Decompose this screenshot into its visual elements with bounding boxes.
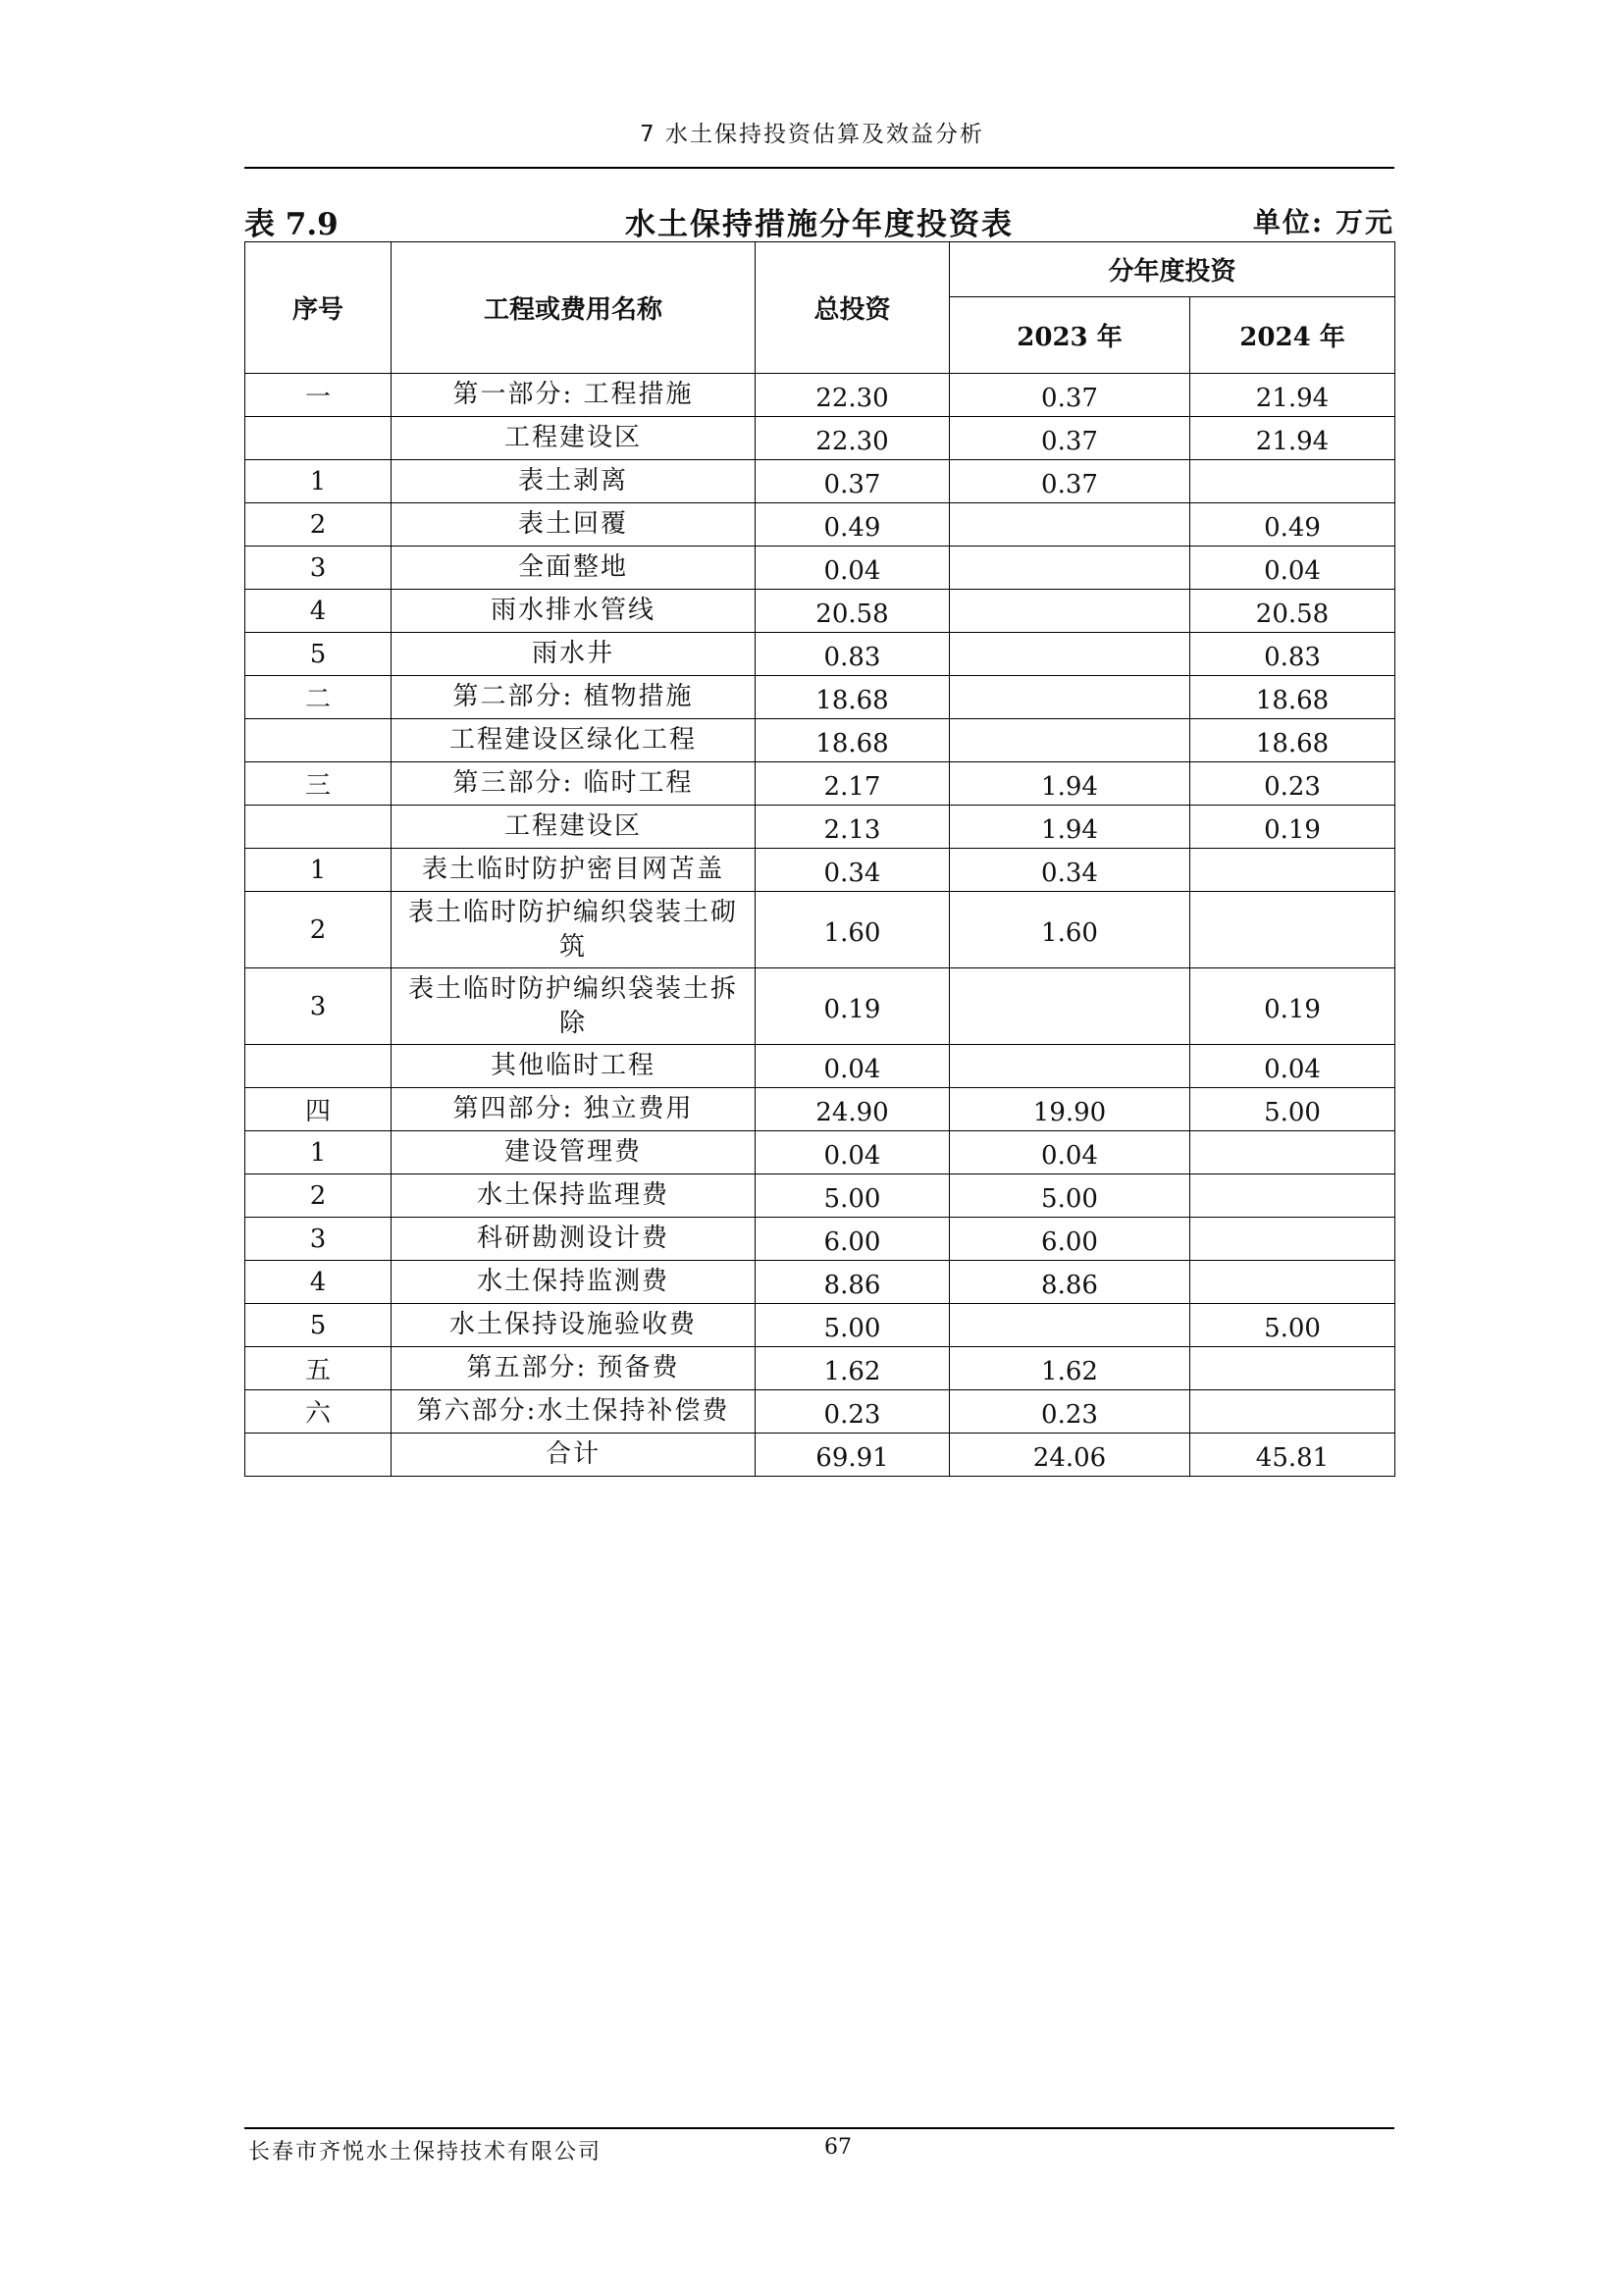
table-body <box>245 374 1395 1477</box>
table-row <box>245 374 1395 417</box>
table-row <box>245 676 1395 719</box>
cell-name: 第二部分: 植物措施 <box>392 676 756 719</box>
cell-seq: 1 <box>245 849 392 892</box>
table-row <box>245 1304 1395 1347</box>
cell-total: 0.04 <box>756 1045 950 1088</box>
footer-company: 长春市齐悦水土保持技术有限公司 <box>248 2140 602 2165</box>
table-row <box>245 633 1395 676</box>
cell-seq: 3 <box>245 547 392 590</box>
cell-2023: 1.60 <box>950 892 1190 968</box>
cell-seq: 2 <box>245 503 392 547</box>
cell-total: 20.58 <box>756 590 950 633</box>
cell-2023: 1.94 <box>950 806 1190 849</box>
cell-name: 工程建设区 <box>392 417 756 460</box>
cell-seq <box>245 719 392 762</box>
table-row <box>245 1088 1395 1131</box>
cell-2024 <box>1190 1131 1395 1174</box>
cell-seq: 5 <box>245 633 392 676</box>
investment-table <box>244 241 1395 1477</box>
cell-name: 全面整地 <box>392 547 756 590</box>
cell-total: 2.13 <box>756 806 950 849</box>
table-row <box>245 503 1395 547</box>
cell-name: 工程建设区绿化工程 <box>392 719 756 762</box>
cell-2024: 21.94 <box>1190 374 1395 417</box>
cell-total: 69.91 <box>756 1434 950 1477</box>
col-header-annual: 分年度投资 <box>950 242 1395 297</box>
table-row <box>245 1347 1395 1390</box>
cell-seq: 4 <box>245 590 392 633</box>
cell-2024: 18.68 <box>1190 676 1395 719</box>
cell-seq: 六 <box>245 1390 392 1434</box>
cell-2024: 0.23 <box>1190 762 1395 806</box>
cell-2023: 6.00 <box>950 1218 1190 1261</box>
table-row <box>245 1218 1395 1261</box>
cell-name: 表土临时防护编织袋装土砌筑 <box>392 892 756 968</box>
cell-2023: 0.04 <box>950 1131 1190 1174</box>
col-header-seq: 序号 <box>245 242 392 374</box>
cell-total: 22.30 <box>756 417 950 460</box>
col-header-name: 工程或费用名称 <box>392 242 756 374</box>
cell-2023: 5.00 <box>950 1174 1190 1218</box>
cell-2023 <box>950 968 1190 1045</box>
cell-2024: 45.81 <box>1190 1434 1395 1477</box>
running-header: 7 水土保持投资估算及效益分析 <box>640 122 984 147</box>
cell-total: 0.04 <box>756 1131 950 1174</box>
cell-2023 <box>950 1304 1190 1347</box>
cell-2024 <box>1190 849 1395 892</box>
table-title: 水土保持措施分年度投资表 <box>625 207 1014 242</box>
cell-seq: 一 <box>245 374 392 417</box>
cell-2024: 18.68 <box>1190 719 1395 762</box>
cell-total: 0.34 <box>756 849 950 892</box>
cell-2024: 21.94 <box>1190 417 1395 460</box>
table-row <box>245 1131 1395 1174</box>
cell-2024: 5.00 <box>1190 1304 1395 1347</box>
table-row <box>245 1390 1395 1434</box>
cell-2023: 0.37 <box>950 460 1190 503</box>
cell-name: 科研勘测设计费 <box>392 1218 756 1261</box>
cell-total: 5.00 <box>756 1174 950 1218</box>
col-header-total: 总投资 <box>756 242 950 374</box>
footer-rule <box>244 2127 1394 2129</box>
cell-seq: 2 <box>245 892 392 968</box>
cell-2023 <box>950 503 1190 547</box>
cell-2023 <box>950 590 1190 633</box>
cell-2023: 1.62 <box>950 1347 1190 1390</box>
cell-name: 雨水排水管线 <box>392 590 756 633</box>
cell-name: 雨水井 <box>392 633 756 676</box>
table-unit: 单位: 万元 <box>1252 206 1394 238</box>
cell-2024 <box>1190 1174 1395 1218</box>
cell-name: 工程建设区 <box>392 806 756 849</box>
col-header-2023: 2023 年 <box>950 297 1190 374</box>
cell-name: 第三部分: 临时工程 <box>392 762 756 806</box>
cell-seq: 4 <box>245 1261 392 1304</box>
cell-2024 <box>1190 892 1395 968</box>
cell-name: 其他临时工程 <box>392 1045 756 1088</box>
table-row <box>245 1045 1395 1088</box>
cell-seq <box>245 806 392 849</box>
cell-total: 8.86 <box>756 1261 950 1304</box>
cell-seq: 二 <box>245 676 392 719</box>
cell-total: 2.17 <box>756 762 950 806</box>
cell-2024 <box>1190 1347 1395 1390</box>
cell-2024 <box>1190 1390 1395 1434</box>
cell-seq <box>245 1045 392 1088</box>
cell-2023 <box>950 1045 1190 1088</box>
cell-2024 <box>1190 1261 1395 1304</box>
cell-2023: 0.34 <box>950 849 1190 892</box>
cell-seq: 四 <box>245 1088 392 1131</box>
cell-seq: 1 <box>245 1131 392 1174</box>
cell-seq: 5 <box>245 1304 392 1347</box>
page-number: 67 <box>824 2135 852 2160</box>
table-row <box>245 849 1395 892</box>
cell-2023: 0.37 <box>950 417 1190 460</box>
cell-name: 第四部分: 独立费用 <box>392 1088 756 1131</box>
cell-2023 <box>950 633 1190 676</box>
cell-total: 22.30 <box>756 374 950 417</box>
col-header-2024: 2024 年 <box>1190 297 1395 374</box>
cell-name: 第六部分:水土保持补偿费 <box>392 1390 756 1434</box>
cell-name: 表土临时防护密目网苫盖 <box>392 849 756 892</box>
cell-seq: 三 <box>245 762 392 806</box>
cell-total: 0.19 <box>756 968 950 1045</box>
cell-2024: 0.19 <box>1190 968 1395 1045</box>
table-row <box>245 762 1395 806</box>
cell-2024: 0.49 <box>1190 503 1395 547</box>
cell-name: 第五部分: 预备费 <box>392 1347 756 1390</box>
cell-total: 0.83 <box>756 633 950 676</box>
cell-name: 表土回覆 <box>392 503 756 547</box>
cell-seq: 3 <box>245 968 392 1045</box>
cell-name: 水土保持设施验收费 <box>392 1304 756 1347</box>
cell-total: 0.49 <box>756 503 950 547</box>
cell-name: 合计 <box>392 1434 756 1477</box>
cell-total: 0.04 <box>756 547 950 590</box>
table-row <box>245 1434 1395 1477</box>
cell-2023: 19.90 <box>950 1088 1190 1131</box>
table-row <box>245 547 1395 590</box>
cell-2024: 0.04 <box>1190 1045 1395 1088</box>
cell-2023 <box>950 719 1190 762</box>
cell-2024 <box>1190 1218 1395 1261</box>
table-row <box>245 1174 1395 1218</box>
table-row <box>245 719 1395 762</box>
cell-2023: 24.06 <box>950 1434 1190 1477</box>
cell-total: 6.00 <box>756 1218 950 1261</box>
table-row <box>245 460 1395 503</box>
cell-2023 <box>950 547 1190 590</box>
cell-2024: 0.19 <box>1190 806 1395 849</box>
cell-seq <box>245 1434 392 1477</box>
table-row <box>245 806 1395 849</box>
table-row <box>245 1261 1395 1304</box>
cell-2024: 5.00 <box>1190 1088 1395 1131</box>
cell-2024 <box>1190 460 1395 503</box>
cell-2024: 20.58 <box>1190 590 1395 633</box>
table-row <box>245 968 1395 1045</box>
cell-name: 水土保持监测费 <box>392 1261 756 1304</box>
cell-name: 水土保持监理费 <box>392 1174 756 1218</box>
cell-total: 18.68 <box>756 676 950 719</box>
cell-2023: 1.94 <box>950 762 1190 806</box>
cell-name: 表土剥离 <box>392 460 756 503</box>
cell-total: 5.00 <box>756 1304 950 1347</box>
cell-seq: 3 <box>245 1218 392 1261</box>
cell-seq: 1 <box>245 460 392 503</box>
cell-total: 0.23 <box>756 1390 950 1434</box>
cell-2024: 0.83 <box>1190 633 1395 676</box>
cell-seq: 五 <box>245 1347 392 1390</box>
cell-total: 18.68 <box>756 719 950 762</box>
cell-2024: 0.04 <box>1190 547 1395 590</box>
table-row <box>245 417 1395 460</box>
cell-2023: 0.23 <box>950 1390 1190 1434</box>
table-row <box>245 590 1395 633</box>
cell-total: 0.37 <box>756 460 950 503</box>
table-caption <box>244 199 1394 242</box>
cell-2023 <box>950 676 1190 719</box>
cell-2023: 8.86 <box>950 1261 1190 1304</box>
header-rule <box>244 167 1394 169</box>
table-number: 表 7.9 <box>244 207 339 242</box>
table-row <box>245 892 1395 968</box>
cell-name: 第一部分: 工程措施 <box>392 374 756 417</box>
cell-total: 1.62 <box>756 1347 950 1390</box>
cell-name: 建设管理费 <box>392 1131 756 1174</box>
cell-total: 24.90 <box>756 1088 950 1131</box>
cell-seq <box>245 417 392 460</box>
cell-seq: 2 <box>245 1174 392 1218</box>
cell-2023: 0.37 <box>950 374 1190 417</box>
cell-name: 表土临时防护编织袋装土拆除 <box>392 968 756 1045</box>
cell-total: 1.60 <box>756 892 950 968</box>
